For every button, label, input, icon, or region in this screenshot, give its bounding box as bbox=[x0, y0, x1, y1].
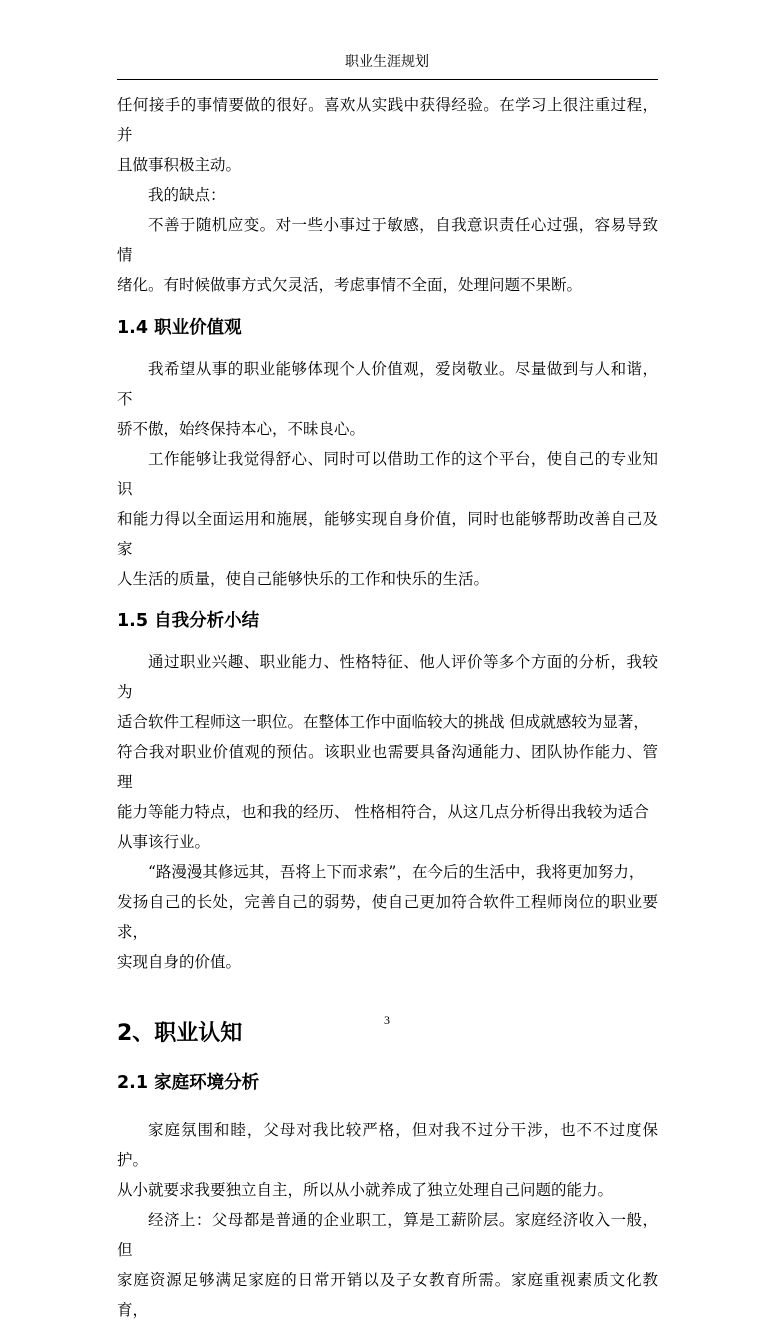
paragraph-line: 通过职业兴趣、职业能力、性格特征、他人评价等多个方面的分析，我较为 bbox=[117, 653, 658, 701]
section-heading-2-1: 2.1 家庭环境分析 bbox=[117, 1073, 260, 1093]
paragraph-line: 从事该行业。 bbox=[117, 833, 211, 851]
document-body bbox=[117, 90, 658, 1325]
paragraph-line: 绪化。有时候做事方式欠灵活，考虑事情不全面，处理问题不果断。 bbox=[117, 276, 583, 294]
chapter-heading-2: 2、职业认知 bbox=[117, 1021, 243, 1046]
paragraph-line: 我希望从事的职业能够体现个人价值观，爱岗敬业。尽量做到与人和谐，不 bbox=[117, 360, 658, 408]
paragraph-line: 家庭资源足够满足家庭的日常开销以及子女教育所需。家庭重视素质文化教育， bbox=[117, 1271, 658, 1319]
paragraph-line: 实现自身的价值。 bbox=[117, 953, 242, 971]
paragraph-line: 能力等能力特点，也和我的经历、 性格相符合，从这几点分析得出我较为适合 bbox=[117, 803, 649, 821]
paragraph-line: 适合软件工程师这一职位。在整体工作中面临较大的挑战 但成就感较为显著， bbox=[117, 713, 649, 731]
paragraph-line: 经济上：父母都是普通的企业职工，算是工薪阶层。家庭经济收入一般，但 bbox=[117, 1211, 658, 1259]
paragraph-line: 任何接手的事情要做的很好。喜欢从实践中获得经验。在学习上很注重过程，并 bbox=[117, 96, 658, 144]
page-header-title: 职业生涯规划 bbox=[345, 54, 429, 70]
paragraph-line: 符合我对职业价值观的预估。该职业也需要具备沟通能力、团队协作能力、管理 bbox=[117, 743, 658, 791]
page-number: 3 bbox=[384, 1013, 390, 1027]
paragraph-line: 且做事积极主动。 bbox=[117, 156, 242, 174]
section-heading-1-4: 1.4 职业价值观 bbox=[117, 318, 242, 338]
paragraph-line: 发扬自己的长处，完善自己的弱势，使自己更加符合软件工程师岗位的职业要求， bbox=[117, 893, 658, 941]
paragraph-line: 我的缺点： bbox=[148, 186, 226, 204]
paragraph-line: 人生活的质量，使自己能够快乐的工作和快乐的生活。 bbox=[117, 570, 490, 588]
paragraph-line: 工作能够让我觉得舒心、同时可以借助工作的这个平台，使自己的专业知识 bbox=[117, 450, 658, 498]
paragraph-line: 骄不傲，始终保持本心，不昧良心。 bbox=[117, 420, 366, 438]
header-divider bbox=[117, 79, 658, 80]
section-heading-1-5: 1.5 自我分析小结 bbox=[117, 611, 260, 631]
paragraph-line: “路漫漫其修远其，吾将上下而求索”，在今后的生活中，我将更加努力， bbox=[148, 863, 645, 881]
paragraph-line: 从小就要求我要独立自主，所以从小就养成了独立处理自己问题的能力。 bbox=[117, 1181, 614, 1199]
paragraph-line: 不善于随机应变。对一些小事过于敏感，自我意识责任心过强，容易导致情 bbox=[117, 216, 658, 264]
paragraph-line: 和能力得以全面运用和施展，能够实现自身价值，同时也能够帮助改善自己及家 bbox=[117, 510, 658, 558]
paragraph-line: 家庭氛围和睦，父母对我比较严格，但对我不过分干涉，也不不过度保护。 bbox=[117, 1121, 658, 1169]
